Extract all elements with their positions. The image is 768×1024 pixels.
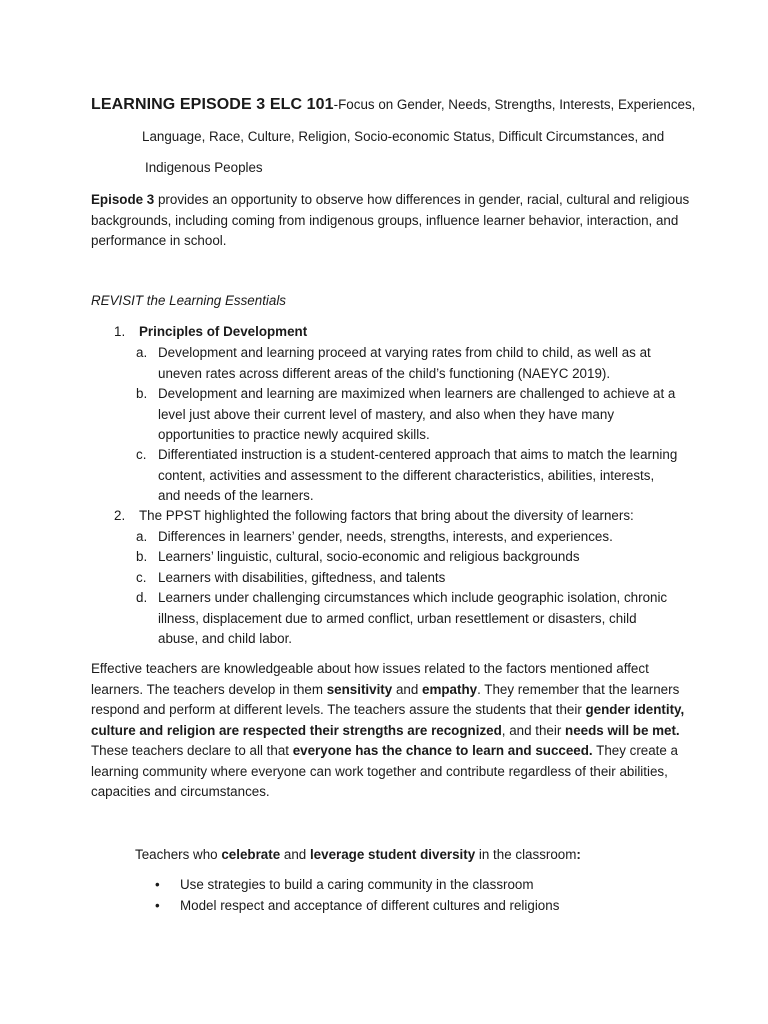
title-line-3: Indigenous Peoples: [145, 160, 263, 175]
lead-bold: celebrate: [221, 847, 281, 862]
title-line-2: Language, Race, Culture, Religion, Socio-economic Status, Difficult Circumstances, and: [142, 129, 665, 144]
lead-bold: :: [576, 847, 581, 862]
sub-text: Development and learning are maximized when learners are challenged to achieve at a level just above their current level of mastery, and also when they have many opportunities to practice newly acquired skills.: [158, 386, 676, 442]
para-text: , and their: [501, 722, 566, 738]
para-text: These teachers declare to all that: [91, 743, 293, 758]
intro-paragraph: [91, 190, 691, 252]
lead-sentence: [135, 845, 581, 866]
lead-text: and: [280, 847, 310, 862]
title-rest: -Focus on Gender, Needs, Strengths, Interests, Experiences,: [333, 97, 696, 112]
lead-bold: leverage student diversity: [309, 847, 476, 862]
body-paragraph: [91, 659, 691, 803]
intro-bold: Episode 3: [91, 192, 155, 207]
para-text: Effective teachers are knowledgeable about how issues related to the factors mentioned affect learners. The teachers develop in them: [91, 661, 649, 697]
para-bold: needs will be met.: [565, 722, 680, 738]
sub-text: Learners under challenging circumstances which include geographic isolation, chronic illness, displacement due to armed conflict, urban resettlement or disasters, child abuse, and child labor.: [158, 590, 668, 646]
para-text: and: [392, 681, 423, 697]
sub-letter: c.: [136, 570, 147, 585]
title-bold: LEARNING EPISODE 3 ELC 101: [91, 96, 334, 113]
list-number: 2.: [114, 508, 126, 523]
bullet-icon: •: [155, 898, 160, 913]
bullet-text: Use strategies to build a caring community in the classroom: [180, 877, 534, 892]
sub-letter: b.: [136, 549, 148, 564]
bullet-icon: •: [155, 877, 160, 892]
sub-text: Differences in learners’ gender, needs, strengths, interests, and experiences.: [158, 529, 613, 544]
document-title: [91, 95, 695, 116]
lead-text: in the classroom: [475, 847, 577, 862]
sub-letter: b.: [136, 386, 148, 401]
para-bold: sensitivity: [326, 681, 393, 697]
para-bold: gender identity, culture and religion are respected their strengths are recognized: [91, 702, 685, 738]
lead-text: Teachers who: [135, 847, 222, 862]
intro-text: provides an opportunity to observe how differences in gender, racial, cultural and religious backgrounds, including coming from indigenous groups, influence learner behavior, interaction, and performance in school.: [91, 192, 690, 248]
sub-letter: a.: [136, 529, 148, 544]
bullet-text: Model respect and acceptance of different cultures and religions: [180, 898, 560, 913]
sub-text: Learners’ linguistic, cultural, socio-economic and religious backgrounds: [158, 549, 580, 564]
para-text: They create a learning community where everyone can work together and contribute regardless of their abilities, capacities and circumstances.: [91, 743, 679, 799]
sub-text: Development and learning proceed at varying rates from child to child, as well as at uneven rates across different areas of the child’s functioning (NAEYC 2019).: [158, 345, 651, 381]
list-number: 1.: [114, 324, 126, 339]
list-heading: Principles of Development: [139, 324, 308, 339]
section-heading: REVISIT the Learning Essentials: [91, 293, 287, 308]
list-text: The PPST highlighted the following factors that bring about the diversity of learners:: [139, 508, 634, 523]
para-text: . They remember that the learners respond and perform at different levels. The teachers assure the students that their: [91, 681, 680, 717]
para-bold: everyone has the chance to learn and succeed.: [292, 743, 593, 758]
sub-text: Differentiated instruction is a student-centered approach that aims to match the learning content, activities and assessment to the different characteristics, abilities, interests, and needs of the learners.: [158, 447, 678, 503]
sub-letter: c.: [136, 447, 147, 462]
sub-text: Learners with disabilities, giftedness, and talents: [158, 570, 446, 585]
sub-letter: a.: [136, 345, 148, 360]
para-bold: empathy: [422, 681, 478, 697]
sub-letter: d.: [136, 590, 148, 605]
